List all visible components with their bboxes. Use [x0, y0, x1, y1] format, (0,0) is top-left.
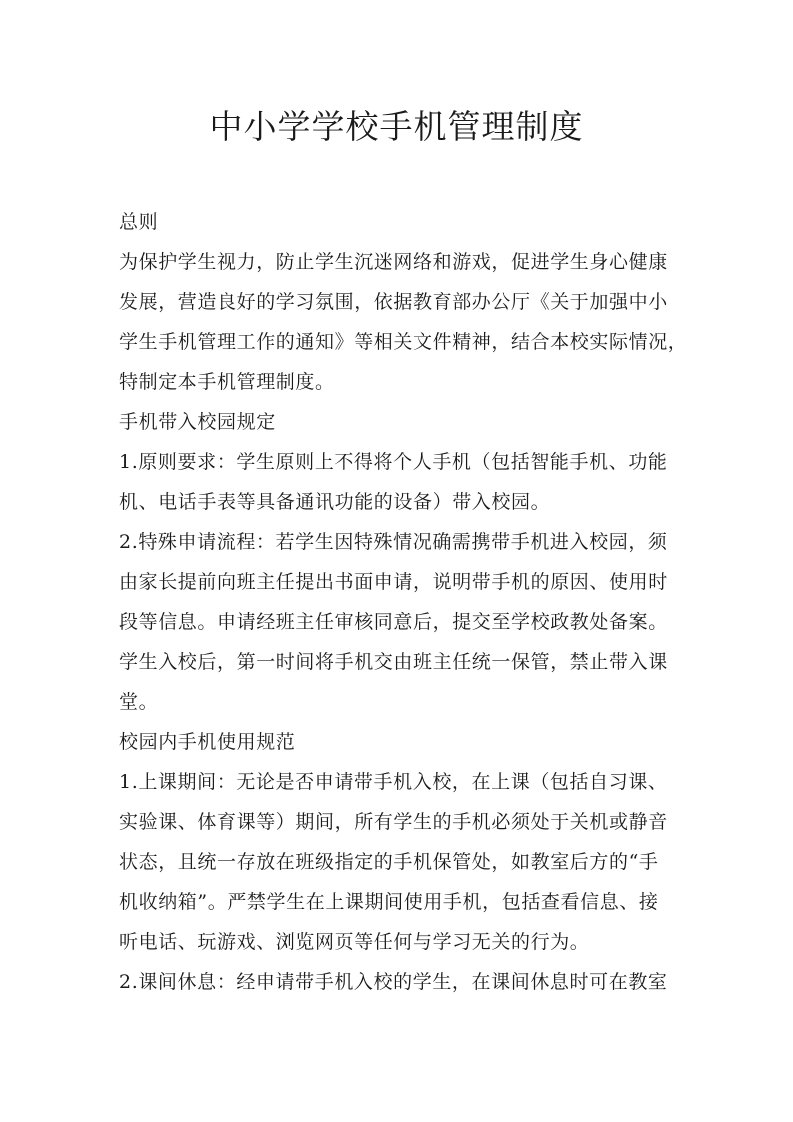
paragraph-line: 特制定本手机管理制度。 — [119, 371, 335, 393]
section-heading-usage-rules: 校园内手机使用规范 — [119, 731, 296, 753]
paragraph-line: 发展，营造良好的学习氛围，依据教育部办公厅《关于加强中小 — [119, 291, 668, 313]
section-heading-general: 总则 — [119, 211, 159, 233]
paragraph-line: 2.特殊申请流程：若学生因特殊情况确需携带手机进入校园，须 — [119, 531, 668, 553]
paragraph-line: 堂。 — [119, 691, 159, 713]
paragraph-line: 1.上课期间：无论是否申请带手机入校，在上课（包括自习课、 — [119, 771, 668, 793]
document-body — [119, 202, 688, 1002]
paragraph-line: 学生入校后，第一时间将手机交由班主任统一保管，禁止带入课 — [119, 651, 668, 673]
paragraph-line: 段等信息。申请经班主任审核同意后，提交至学校政教处备案。 — [119, 611, 668, 633]
paragraph-line: 2.课间休息：经申请带手机入校的学生，在课间休息时可在教室 — [119, 971, 668, 993]
paragraph-line: 由家长提前向班主任提出书面申请，说明带手机的原因、使用时 — [119, 571, 668, 593]
paragraph-line: 机收纳箱”。严禁学生在上课期间使用手机，包括查看信息、接 — [119, 891, 659, 913]
section-heading-bring-rules: 手机带入校园规定 — [119, 411, 276, 433]
paragraph-line: 为保护学生视力，防止学生沉迷网络和游戏，促进学生身心健康 — [119, 251, 668, 273]
paragraph-line: 实验课、体育课等）期间，所有学生的手机必须处于关机或静音 — [119, 811, 668, 833]
document-title: 中小学学校手机管理制度 — [209, 107, 584, 146]
paragraph-line: 学生手机管理工作的通知》等相关文件精神，结合本校实际情况， — [119, 331, 688, 353]
paragraph-line: 1.原则要求：学生原则上不得将个人手机（包括智能手机、功能 — [119, 451, 668, 473]
paragraph-line: 机、电话手表等具备通讯功能的设备）带入校园。 — [119, 491, 551, 513]
paragraph-line: 状态，且统一存放在班级指定的手机保管处，如教室后方的“手 — [119, 851, 659, 873]
paragraph-line: 听电话、玩游戏、浏览网页等任何与学习无关的行为。 — [119, 931, 590, 953]
